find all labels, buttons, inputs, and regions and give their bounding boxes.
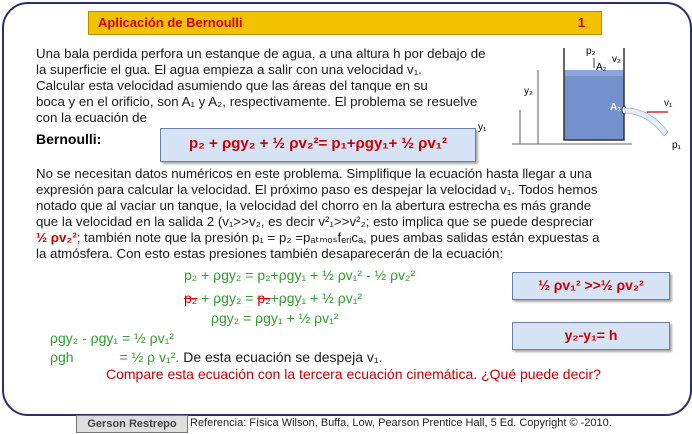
explanation-line-5 <box>36 230 676 246</box>
step-2-right: +ρgy₁ + ½ ρv₁² <box>270 290 363 306</box>
label-y1: y₁ <box>478 122 487 133</box>
page-number: 1 <box>577 15 585 30</box>
problem-line-3: Calcular esta velocidad asumiendo que las áreas del tanque en su <box>36 78 428 93</box>
problem-line-1: Una bala perdida perfora un estanque de agua, a una altura h por debajo de <box>36 46 486 61</box>
explanation-line-3: notado que al vaciar un tanque, la velocidad del chorro en la abertura estrecha es más grande <box>36 198 592 213</box>
derivation-step-5 <box>50 349 383 365</box>
bernoulli-label: Bernoulli: <box>36 131 102 147</box>
explanation-line-6: la atmósfera. Con esto estas presiones también desaparecerán de la ecuación: <box>36 246 504 261</box>
tank-surface <box>564 70 624 76</box>
problem-statement <box>36 46 536 126</box>
slide-frame <box>2 2 692 416</box>
label-v2: v₂ <box>612 54 621 65</box>
label-A1: A₁ <box>610 102 622 113</box>
slide-title: Aplicación de Bernoulli <box>98 15 243 30</box>
label-y2: y₂ <box>524 86 533 97</box>
derivation-step-4: ρgy₂ - ρgy₁ = ½ ρv₁² <box>50 330 174 346</box>
reference-text: Referencia: Física Wilson, Buffa, Low, Pearson Prentice Hall, 5 Ed. Copyright © -2010. <box>190 417 612 429</box>
label-p1: p₁ <box>672 140 681 151</box>
author-badge: Gerson Restrepo <box>76 415 188 433</box>
explanation-line-4: que la velocidad en la salida 2 (v₁>>v₂, es decir v²₁>>v²₂; esto implica que se puede despreciar <box>36 214 594 229</box>
step-2-left: + ρgy₂ = <box>197 290 258 306</box>
inequality-text: ½ ρv₁² >>½ ρv₂² <box>538 277 644 293</box>
problem-line-2: la superficie el gua. El agua empieza a salir con una velocidad v₁. <box>36 62 422 77</box>
tank-diagram <box>472 40 688 152</box>
height-box <box>512 322 670 350</box>
bernoulli-equation: p₂ + ρgy₂ + ½ ρv₂²= p₁+ρgy₁+ ½ ρv₁² <box>189 135 447 152</box>
struck-p2-right: p₂ <box>257 290 271 306</box>
header-bar <box>88 11 602 35</box>
step-5-gh: ρgh <box>50 349 74 365</box>
step-5-half: = ½ ρ v₁². <box>119 349 180 365</box>
problem-line-5: con la ecuación de <box>36 110 147 125</box>
derivation-step-2 <box>184 290 362 306</box>
label-A2: A₂ <box>596 62 607 73</box>
inequality-box <box>512 272 670 300</box>
step-5-rest: De esta ecuación se despeja v₁. <box>179 349 383 365</box>
struck-p2-left: p₂ <box>184 290 198 306</box>
negligible-term: ½ ρv₂² <box>36 230 77 245</box>
question-text: Compare esta ecuación con la tercera ecuación cinemática. ¿Qué puede decir? <box>106 366 601 382</box>
label-v1: v₁ <box>664 98 673 109</box>
explanation-line-2: expresión para calcular la velocidad. El próximo paso es despejar la velocidad v₁. Todos hemos <box>36 182 598 197</box>
label-p2: p₂ <box>586 46 596 57</box>
derivation-step-3: ρgy₂ = ρgy₁ + ½ ρv₁² <box>211 310 339 326</box>
explanation-line-5-rest: ; también note que la presión p₁ = p₂ =pₐₜₘₒₛfₑᵣᵢcₐ, pues ambas salidas están expuestas a <box>76 230 600 245</box>
problem-line-4: boca y en el orificio, son A₁ y A₂, respectivamente. El problema se resuelve <box>36 94 478 109</box>
explanation-line-1: No se necesitan datos numéricos en este problema. Simplifique la ecuación hasta llegar a una <box>36 166 592 181</box>
derivation-step-1: p₂ + ρgy₂ = p₂+ρgy₁ + ½ ρv₁² - ½ ρv₂² <box>184 267 416 283</box>
height-text: y₂-y₁= h <box>564 327 618 343</box>
bernoulli-equation-box <box>160 128 476 162</box>
explanation-paragraph <box>36 166 676 262</box>
